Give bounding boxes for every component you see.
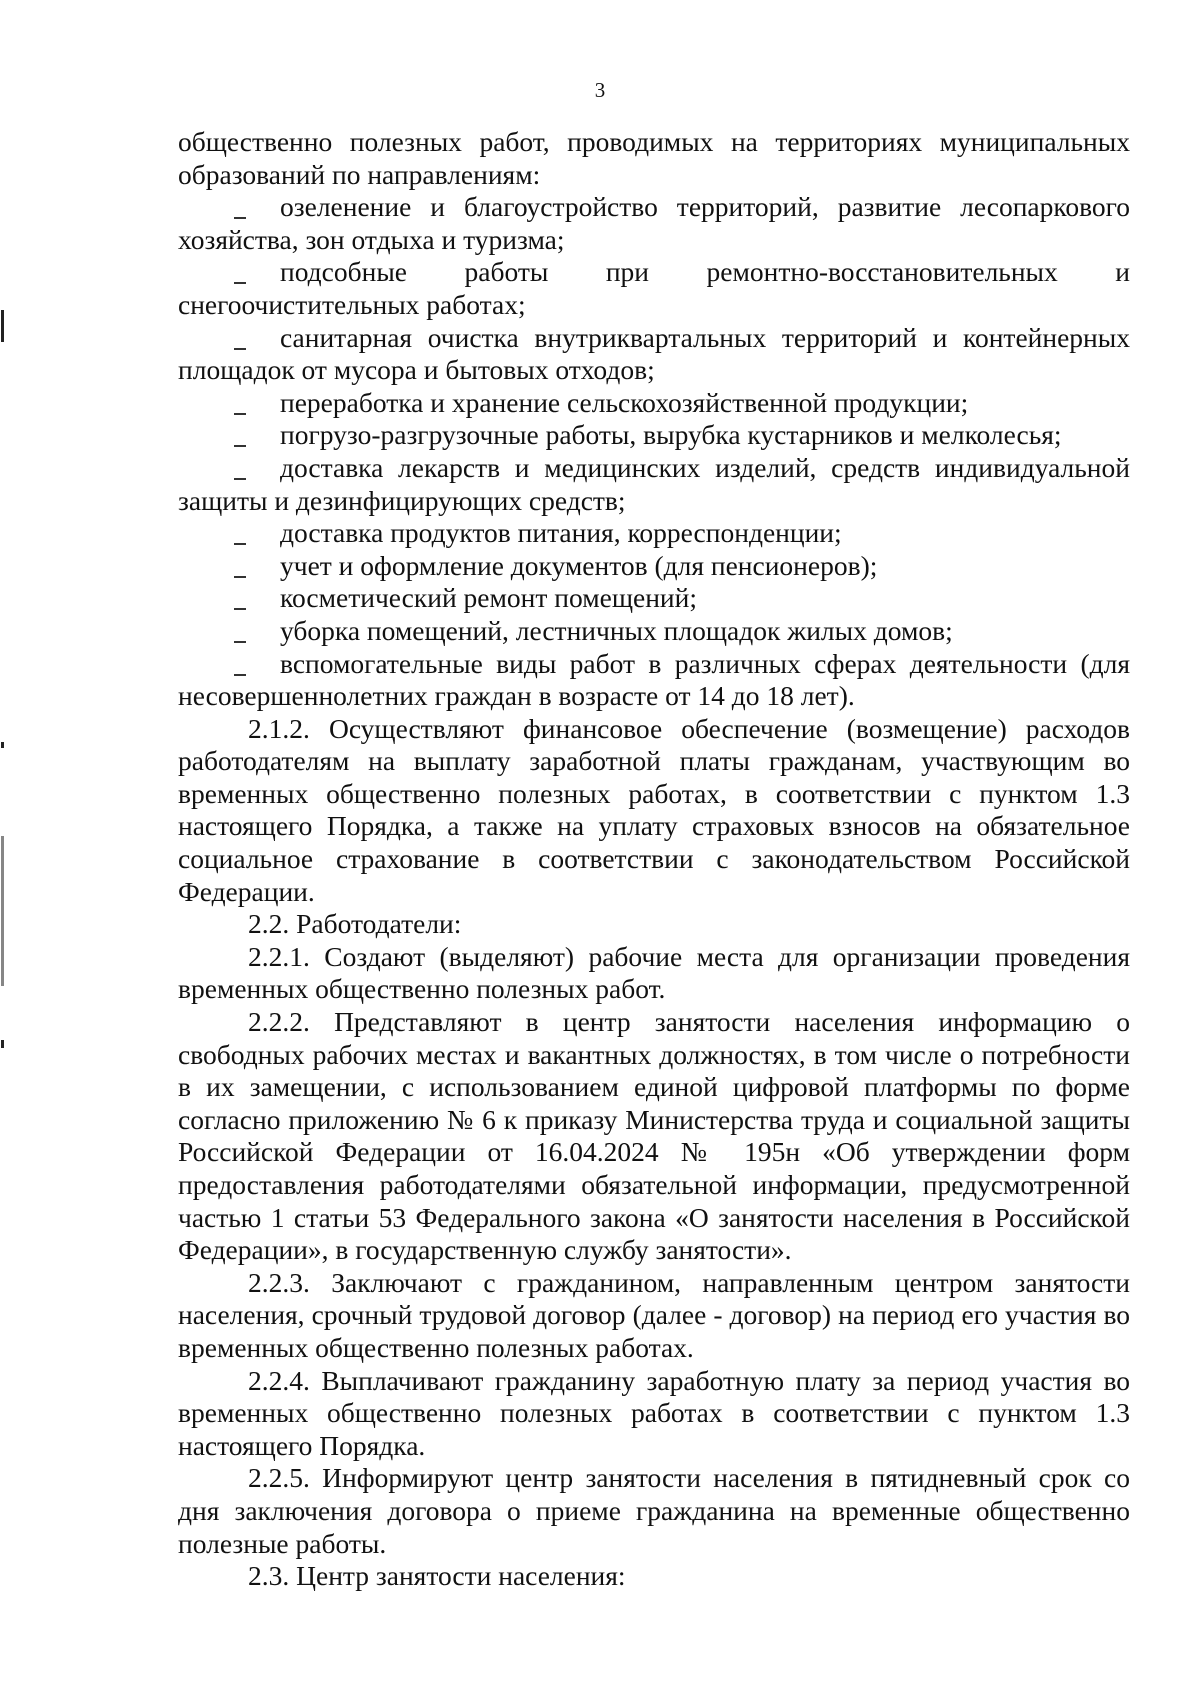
list-item-text: доставка лекарств и медицинских изделий, средств индивидуальной защиты и дезинфицирующих средств; (178, 451, 1130, 516)
clause-2-2-2: 2.2.2. Представляют в центр занятости населения информацию о свободных рабочих местах и вакантных должностях, в том числе о потребности в их замещении, с использованием единой цифровой платформы по форме согласно приложению № 6 к приказу Министерства труда и социальной защиты Российской Федерации от 16.04.2024 № 195н «Об утверждении форм предоставления работодателями обязательной информации, предусмотренной частью 1 статьи 53 Федерального закона «О занятости населения в Российской Федерации», в государственную службу занятости». (178, 1006, 1130, 1266)
list-item-text: уборка помещений, лестничных площадок жилых домов; (280, 614, 953, 646)
scan-mark (1, 836, 4, 986)
list-item (178, 582, 1130, 615)
list-item-text: санитарная очистка внутриквартальных территорий и контейнерных площадок от мусора и бытовых отходов; (178, 321, 1130, 386)
document-body (178, 126, 1130, 1593)
dash-marker (234, 543, 246, 545)
clause-2-2-5: 2.2.5. Информируют центр занятости населения в пятидневный срок со дня заключения договора о приеме гражданина на временные общественно полезные работы. (178, 1462, 1130, 1559)
clause-2-3: 2.3. Центр занятости населения: (248, 1560, 626, 1592)
dash-marker (234, 674, 246, 676)
list-item (178, 256, 1130, 321)
scan-mark (1, 1040, 4, 1048)
list-item (178, 517, 1130, 550)
scan-margin-marks (0, 0, 6, 1697)
scan-mark (1, 742, 4, 748)
list-item-text: озеленение и благоустройство территорий, развитие лесопаркового хозяйства, зон отдыха и туризма; (178, 191, 1130, 255)
dash-marker (234, 478, 246, 480)
clause-2-2-3: 2.2.3. Заключают с гражданином, направленным центром занятости населения, срочный трудовой договор (далее - договор) на период его участия во временных общественно полезных работах. (178, 1266, 1130, 1363)
paragraph: общественно полезных работ, проводимых на территориях муниципальных образований по направлениям: (178, 126, 1130, 190)
list-item-text: доставка продуктов питания, корреспонденции; (280, 517, 842, 549)
list-item (178, 452, 1130, 517)
list-item-text: переработка и хранение сельскохозяйственной продукции; (280, 386, 969, 418)
dash-marker (234, 608, 246, 610)
list-item (178, 191, 1130, 256)
dash-marker (234, 445, 246, 447)
list-item (178, 615, 1130, 648)
list-item-text: погрузо-разгрузочные работы, вырубка кустарников и мелколесья; (280, 419, 1062, 451)
list-item (178, 550, 1130, 583)
dash-marker (234, 282, 246, 284)
list-item-text: подсобные работы при ремонтно-восстановительных и снегоочистительных работах; (178, 256, 1130, 320)
clause-2-1-2: 2.1.2. Осуществляют финансовое обеспечение (возмещение) расходов работодателям на выплату заработной платы гражданам, участвующим во временных общественно полезных работах, в соответствии с пунктом 1.3 настоящего Порядка, а также на уплату страховых взносов на обязательное социальное страхование в соответствии с законодательством Российской Федерации. (178, 712, 1130, 907)
list-item (178, 387, 1130, 420)
dash-marker (234, 641, 246, 643)
dash-marker (234, 576, 246, 578)
clause-2-2-1: 2.2.1. Создают (выделяют) рабочие места для организации проведения временных общественно полезных работ. (178, 940, 1130, 1005)
list-item-text: вспомогательные виды работ в различных сферах деятельности (для несовершеннолетних граждан в возрасте от 14 до 18 лет). (178, 647, 1130, 712)
list-item-text: косметический ремонт помещений; (280, 582, 697, 614)
dash-marker (234, 348, 246, 350)
scan-mark (1, 310, 4, 342)
dash-marker (234, 413, 246, 415)
clause-2-2: 2.2. Работодатели: (248, 908, 462, 940)
list-item (178, 648, 1130, 713)
dash-marker (234, 217, 246, 219)
list-item (178, 322, 1130, 387)
list-item-text: учет и оформление документов (для пенсионеров); (280, 549, 878, 581)
page-number: 3 (594, 78, 606, 102)
clause-2-2-4: 2.2.4. Выплачивают гражданину заработную плату за период участия во временных общественно полезных работах в соответствии с пунктом 1.3 настоящего Порядка. (178, 1364, 1130, 1461)
list-item (178, 419, 1130, 452)
